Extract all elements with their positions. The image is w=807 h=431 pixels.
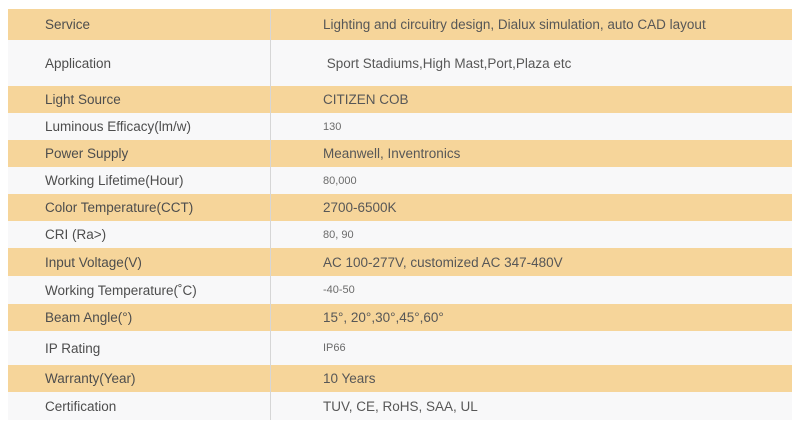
spec-label: Service (45, 17, 91, 32)
spec-row-cri (8, 221, 792, 248)
spec-row-application (8, 40, 792, 86)
spec-value: Sport Stadiums,High Mast,Port,Plaza etc (270, 40, 792, 86)
spec-value: 10 Years (270, 365, 792, 392)
spec-value: 80, 90 (270, 221, 792, 248)
spec-row-light-source (8, 86, 792, 113)
spec-row-ip-rating (8, 331, 792, 365)
spec-value: Meanwell, Inventronics (270, 140, 792, 167)
spec-value: 2700-6500K (270, 194, 792, 221)
spec-label: Power Supply (45, 146, 129, 161)
spec-label: Light Source (45, 92, 121, 107)
spec-row-working-lifetime (8, 167, 792, 194)
spec-row-power-supply (8, 140, 792, 167)
spec-label: Working Lifetime(Hour) (45, 173, 184, 188)
spec-value: TUV, CE, RoHS, SAA, UL (270, 392, 792, 420)
spec-label: Certification (45, 398, 117, 414)
spec-label: Application (45, 55, 112, 71)
spec-label: CRI (Ra>) (45, 227, 107, 242)
spec-label: Working Temperature(˚C) (45, 282, 197, 298)
spec-value: CITIZEN COB (270, 86, 792, 113)
spec-label: Input Voltage(V) (45, 254, 142, 270)
spec-row-luminous-efficacy (8, 113, 792, 140)
spec-row-warranty (8, 365, 792, 392)
spec-value: AC 100-277V, customized AC 347-480V (270, 248, 792, 276)
spec-value: -40-50 (270, 276, 792, 304)
spec-value: Lighting and circuitry design, Dialux simulation, auto CAD layout (270, 9, 792, 40)
spec-label: Warranty(Year) (45, 371, 136, 386)
spec-value: 80,000 (270, 167, 792, 194)
spec-label: Beam Angle(°) (45, 310, 133, 325)
spec-label: IP Rating (45, 340, 101, 356)
spec-value: IP66 (270, 331, 792, 365)
spec-label: Luminous Efficacy(lm/w) (45, 119, 192, 134)
spec-row-input-voltage (8, 248, 792, 276)
spec-row-service (8, 9, 792, 40)
spec-row-beam-angle (8, 304, 792, 331)
spec-row-working-temperature (8, 276, 792, 304)
spec-row-color-temperature (8, 194, 792, 221)
spec-value: 130 (270, 113, 792, 140)
spec-label: Color Temperature(CCT) (45, 200, 194, 215)
spec-value: 15°, 20°,30°,45°,60° (270, 304, 792, 331)
specification-table (8, 9, 792, 420)
spec-row-certification (8, 392, 792, 420)
